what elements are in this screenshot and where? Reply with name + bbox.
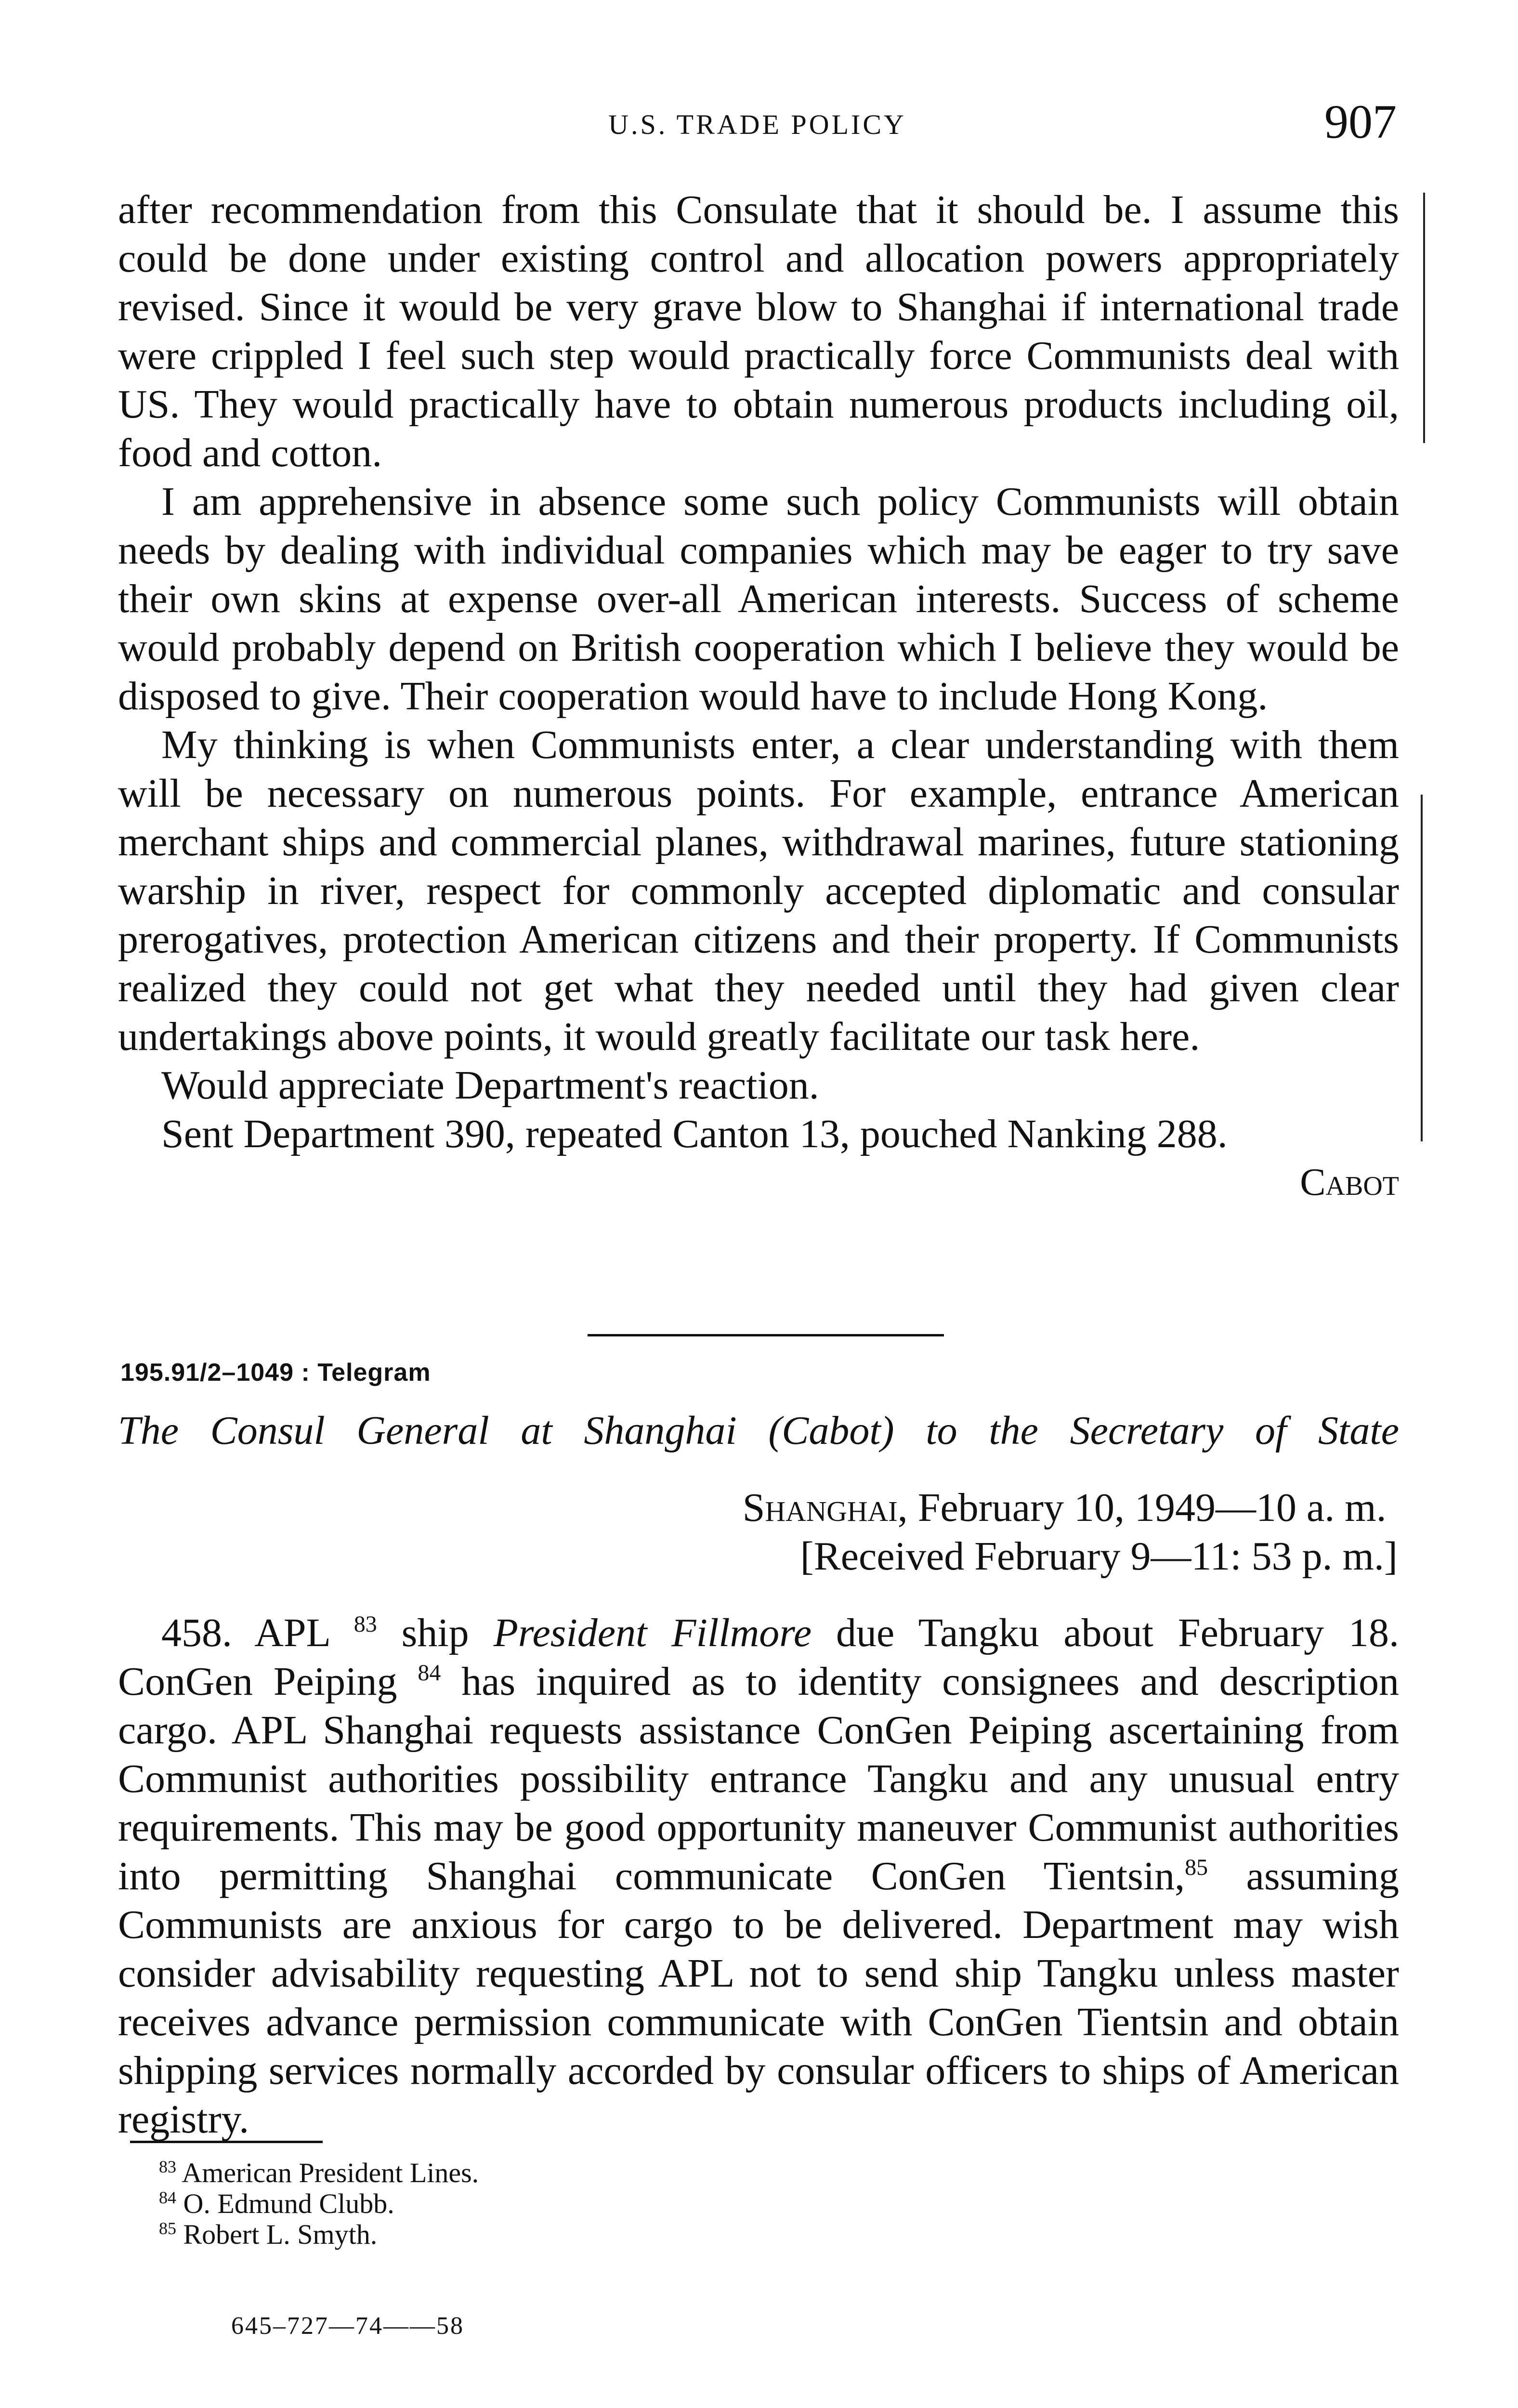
footnote-text: Robert L. Smyth. — [183, 2219, 378, 2250]
text-run: 458. APL — [161, 1610, 354, 1655]
paragraph-1: after recommendation from this Consulate that it should be. I assume this could be done under existing control and allocation powers appropriately revised. Since it would be very grave blow to Shanghai if international trade were crippled I feel such step would practically force Communists deal with US. They would practically have to obtain numerous products including oil, food and cotton. — [118, 187, 1399, 475]
dateline-date: February 10, 1949—10 a. m. — [907, 1485, 1387, 1530]
text-run: assuming Communists are anxious for cargo to be delivered. Department may wish consider advisability requesting APL not to send ship Tangku unless master receives advance permission communicate with ConGen Tientsin and obtain shipping services normally accorded by consular officers to ships of American registry. — [118, 1854, 1399, 2142]
footnote-ref-85: 85 — [1185, 1855, 1208, 1880]
dateline-place: Shanghai, — [742, 1485, 908, 1530]
margin-mark — [1421, 795, 1423, 1141]
text-run: has inquired as to identity consignees and description cargo. APL Shanghai requests assistance ConGen Peiping ascertaining from Communist authorities possibility entrance Tangku and any unusual entry requirements. This may be good opportunity maneuver Communist authorities into permitting Shanghai communicate ConGen Tientsin, — [118, 1659, 1399, 1898]
footnote-rule — [130, 2141, 323, 2143]
footnote-number: 83 — [159, 2157, 176, 2176]
page-header — [118, 95, 1397, 152]
footnote-83 — [159, 2158, 479, 2188]
dateline — [743, 1483, 1398, 1581]
footnote-text: O. Edmund Clubb. — [183, 2188, 394, 2219]
text-run: due Tangku about February 18. ConGen Peiping — [118, 1610, 1400, 1704]
received-line: [Received February 9—11: 53 p. m.] — [800, 1534, 1398, 1579]
footnote-number: 85 — [159, 2219, 176, 2238]
paragraph-5: Sent Department 390, repeated Canton 13, pouched Nanking 288. — [161, 1112, 1228, 1156]
telegram-390-body — [118, 185, 1399, 1207]
footnotes — [159, 2158, 479, 2250]
telegram-title: The Consul General at Shanghai (Cabot) to the Secretary of State — [118, 1408, 1399, 1453]
ship-name: President Fillmore — [493, 1610, 812, 1655]
signature: Cabot — [1300, 1161, 1399, 1204]
paragraph-3: My thinking is when Communists enter, a clear understanding with them will be necessary on numerous points. For example, entrance American merchant ships and commercial planes, withdrawal marines, future stationing warship in river, respect for commonly accepted diplomatic and consular prerogatives, protection American citizens and their property. If Communists realized they could not get what they needed until they had given clear undertakings above points, it would greatly facilitate our task here. — [118, 722, 1399, 1059]
file-reference: 195.91/2–1049 : Telegram — [120, 1359, 431, 1387]
margin-mark — [1423, 193, 1425, 443]
footnote-84 — [159, 2188, 479, 2219]
telegram-458-body — [118, 1609, 1399, 2144]
footnote-85 — [159, 2219, 479, 2250]
print-line: 645–727—74——58 — [231, 2312, 464, 2340]
text-run: ship — [377, 1610, 494, 1655]
footnote-number: 84 — [159, 2188, 176, 2207]
footnote-ref-83: 83 — [353, 1611, 377, 1637]
running-head: U.S. TRADE POLICY — [608, 109, 906, 140]
footnote-ref-84: 84 — [418, 1660, 441, 1686]
paragraph-458 — [118, 1609, 1399, 2144]
page-number: 907 — [1324, 95, 1397, 148]
paragraph-2: I am apprehensive in absence some such policy Communists will obtain needs by dealing with individual companies which may be eager to try save their own skins at expense over-all American interests. Success of scheme would probably depend on British cooperation which I believe they would be disposed to give. Their cooperation would have to include Hong Kong. — [118, 479, 1399, 719]
footnote-text: American President Lines. — [182, 2157, 479, 2188]
section-divider — [588, 1334, 944, 1336]
paragraph-4: Would appreciate Department's reaction. — [161, 1063, 819, 1108]
